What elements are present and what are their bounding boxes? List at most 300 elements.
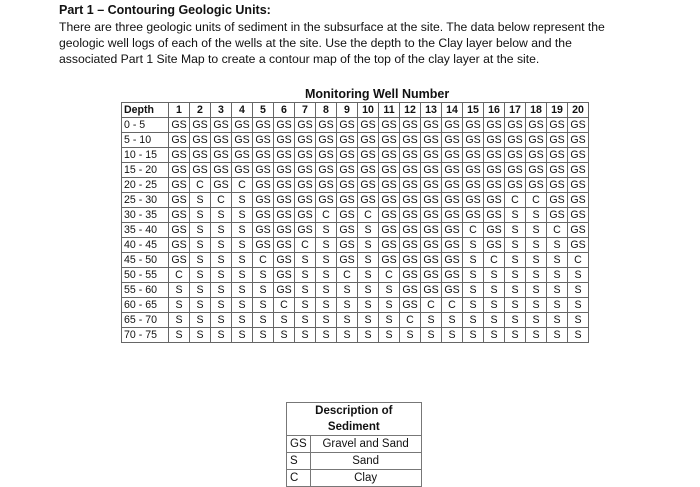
sediment-cell: S (211, 253, 232, 268)
sediment-cell: GS (379, 148, 400, 163)
depth-interval: 60 - 65 (122, 298, 169, 313)
table-row (122, 268, 589, 283)
sediment-cell: S (463, 238, 484, 253)
sediment-cell: S (295, 328, 316, 343)
sediment-cell: GS (568, 238, 589, 253)
header (59, 2, 689, 67)
table-row (122, 253, 589, 268)
sediment-cell: GS (400, 238, 421, 253)
sediment-cell: S (505, 223, 526, 238)
sediment-cell: GS (400, 223, 421, 238)
sediment-cell: GS (379, 223, 400, 238)
legend-header-row (287, 403, 422, 436)
sediment-cell: S (505, 268, 526, 283)
sediment-cell: S (463, 253, 484, 268)
table-row (122, 238, 589, 253)
sediment-cell: S (316, 283, 337, 298)
sediment-cell: GS (358, 193, 379, 208)
sediment-cell: GS (169, 208, 190, 223)
sediment-cell: GS (547, 163, 568, 178)
sediment-cell: C (442, 298, 463, 313)
sediment-cell: GS (568, 148, 589, 163)
sediment-cell: S (505, 283, 526, 298)
depth-header: Depth (122, 103, 169, 118)
well-number-header: 20 (568, 103, 589, 118)
sediment-cell: S (358, 328, 379, 343)
sediment-cell: GS (316, 193, 337, 208)
sediment-cell: GS (316, 118, 337, 133)
sediment-cell: S (547, 298, 568, 313)
sediment-cell: C (211, 193, 232, 208)
sediment-cell: GS (253, 238, 274, 253)
sediment-cell: C (169, 268, 190, 283)
sediment-cell: S (295, 283, 316, 298)
sediment-cell: S (295, 298, 316, 313)
sediment-cell: S (379, 328, 400, 343)
sediment-cell: GS (568, 193, 589, 208)
sediment-cell: GS (379, 163, 400, 178)
sediment-cell: GS (358, 118, 379, 133)
table-row (122, 118, 589, 133)
sediment-cell: S (442, 328, 463, 343)
sediment-cell: GS (442, 268, 463, 283)
sediment-cell: GS (442, 163, 463, 178)
sediment-cell: GS (211, 163, 232, 178)
sediment-cell: GS (400, 253, 421, 268)
sediment-cell: GS (400, 163, 421, 178)
sediment-cell: GS (421, 193, 442, 208)
sediment-cell: GS (274, 133, 295, 148)
sediment-cell: GS (568, 223, 589, 238)
sediment-cell: GS (421, 238, 442, 253)
sediment-cell: S (232, 313, 253, 328)
sediment-cell: S (526, 283, 547, 298)
sediment-cell: S (253, 313, 274, 328)
sediment-cell: S (379, 298, 400, 313)
sediment-cell: GS (484, 178, 505, 193)
depth-interval: 35 - 40 (122, 223, 169, 238)
sediment-cell: GS (295, 133, 316, 148)
sediment-cell: GS (568, 163, 589, 178)
sediment-cell: GS (169, 133, 190, 148)
sediment-cell: S (358, 223, 379, 238)
sediment-cell: S (358, 298, 379, 313)
sediment-cell: GS (379, 133, 400, 148)
legend-row (287, 436, 422, 453)
sediment-cell: GS (463, 163, 484, 178)
depth-interval: 20 - 25 (122, 178, 169, 193)
well-number-header: 12 (400, 103, 421, 118)
table-row (122, 298, 589, 313)
sediment-cell: S (463, 313, 484, 328)
sediment-cell: GS (442, 283, 463, 298)
sediment-cell: S (505, 253, 526, 268)
sediment-cell: S (484, 283, 505, 298)
sediment-cell: S (316, 268, 337, 283)
sediment-cell: S (358, 268, 379, 283)
sediment-cell: GS (547, 148, 568, 163)
table-row (122, 223, 589, 238)
sediment-cell: C (337, 268, 358, 283)
sediment-cell: GS (169, 148, 190, 163)
sediment-cell: S (505, 208, 526, 223)
sediment-cell: C (547, 223, 568, 238)
sediment-cell: S (547, 283, 568, 298)
sediment-cell: S (253, 298, 274, 313)
sediment-cell: GS (547, 118, 568, 133)
well-number-header: 15 (463, 103, 484, 118)
sediment-cell: S (232, 328, 253, 343)
sediment-cell: S (316, 328, 337, 343)
sediment-cell: S (337, 298, 358, 313)
sediment-cell: S (211, 328, 232, 343)
sediment-cell: S (232, 223, 253, 238)
sediment-cell: C (358, 208, 379, 223)
sediment-cell: C (295, 238, 316, 253)
sediment-cell: GS (274, 163, 295, 178)
sediment-cell: GS (505, 163, 526, 178)
sediment-cell: C (274, 298, 295, 313)
sediment-cell: GS (274, 283, 295, 298)
sediment-cell: GS (169, 238, 190, 253)
sediment-cell: S (463, 328, 484, 343)
sediment-cell: GS (253, 133, 274, 148)
sediment-cell: GS (379, 238, 400, 253)
sediment-cell: S (526, 313, 547, 328)
sediment-cell: S (295, 268, 316, 283)
well-number-header: 5 (253, 103, 274, 118)
sediment-cell: GS (337, 223, 358, 238)
sediment-cell: GS (274, 238, 295, 253)
well-log-table (121, 102, 589, 343)
sediment-cell: S (232, 208, 253, 223)
sediment-cell: GS (337, 193, 358, 208)
sediment-cell: GS (421, 268, 442, 283)
sediment-cell: GS (568, 133, 589, 148)
depth-interval: 70 - 75 (122, 328, 169, 343)
sediment-cell: C (316, 208, 337, 223)
sediment-cell: GS (547, 133, 568, 148)
sediment-cell: S (526, 268, 547, 283)
sediment-cell: GS (484, 223, 505, 238)
legend-description: Gravel and Sand (310, 436, 421, 453)
sediment-cell: S (484, 328, 505, 343)
sediment-cell: GS (463, 148, 484, 163)
sediment-cell: S (568, 328, 589, 343)
legend-code: S (287, 453, 311, 470)
sediment-cell: GS (337, 163, 358, 178)
sediment-cell: GS (379, 193, 400, 208)
table-row (122, 328, 589, 343)
sediment-cell: S (526, 298, 547, 313)
legend-title: Description of Sediment (287, 403, 422, 436)
depth-interval: 10 - 15 (122, 148, 169, 163)
depth-interval: 65 - 70 (122, 313, 169, 328)
table-header-row (122, 103, 589, 118)
sediment-cell: GS (421, 118, 442, 133)
sediment-cell: GS (274, 193, 295, 208)
sediment-cell: GS (400, 283, 421, 298)
sediment-cell: S (190, 193, 211, 208)
sediment-cell: C (421, 298, 442, 313)
sediment-cell: GS (337, 208, 358, 223)
sediment-cell: S (316, 223, 337, 238)
sediment-cell: GS (421, 148, 442, 163)
depth-interval: 55 - 60 (122, 283, 169, 298)
sediment-cell: GS (253, 178, 274, 193)
well-number-header: 4 (232, 103, 253, 118)
sediment-cell: GS (295, 193, 316, 208)
sediment-cell: GS (442, 118, 463, 133)
sediment-cell: GS (337, 118, 358, 133)
sediment-cell: GS (400, 208, 421, 223)
sediment-cell: S (526, 208, 547, 223)
sediment-cell: S (316, 253, 337, 268)
sediment-cell: GS (379, 208, 400, 223)
sediment-cell: S (358, 313, 379, 328)
legend-row (287, 470, 422, 487)
sediment-cell: S (421, 313, 442, 328)
table-row (122, 178, 589, 193)
sediment-cell: S (400, 328, 421, 343)
sediment-cell: GS (232, 118, 253, 133)
sediment-cell: GS (421, 253, 442, 268)
sediment-cell: GS (232, 148, 253, 163)
table-title: Monitoring Well Number (305, 87, 450, 101)
sediment-cell: GS (358, 133, 379, 148)
sediment-cell: GS (295, 118, 316, 133)
sediment-cell: S (232, 193, 253, 208)
table-row (122, 313, 589, 328)
sediment-cell: GS (400, 133, 421, 148)
sediment-cell: GS (295, 148, 316, 163)
sediment-cell: GS (421, 208, 442, 223)
sediment-cell: S (316, 313, 337, 328)
sediment-cell: S (505, 328, 526, 343)
sediment-cell: S (211, 298, 232, 313)
sediment-cell: GS (400, 193, 421, 208)
sediment-cell: GS (211, 118, 232, 133)
sediment-cell: S (484, 298, 505, 313)
legend-row (287, 453, 422, 470)
table-row (122, 283, 589, 298)
sediment-cell: GS (232, 163, 253, 178)
sediment-cell: S (211, 238, 232, 253)
sediment-cell: S (358, 283, 379, 298)
sediment-cell: S (211, 283, 232, 298)
sediment-cell: GS (274, 253, 295, 268)
sediment-cell: S (505, 238, 526, 253)
sediment-cell: S (484, 268, 505, 283)
sediment-cell: GS (442, 178, 463, 193)
sediment-cell: S (190, 283, 211, 298)
sediment-cell: GS (505, 178, 526, 193)
sediment-cell: GS (400, 148, 421, 163)
legend-code: GS (287, 436, 311, 453)
sediment-cell: S (505, 313, 526, 328)
well-number-header: 1 (169, 103, 190, 118)
sediment-cell: S (568, 298, 589, 313)
sediment-cell: GS (337, 238, 358, 253)
sediment-cell: GS (253, 118, 274, 133)
sediment-cell: C (526, 193, 547, 208)
well-number-header: 16 (484, 103, 505, 118)
sediment-cell: GS (211, 178, 232, 193)
sediment-cell: S (442, 313, 463, 328)
sediment-cell: S (379, 283, 400, 298)
depth-interval: 45 - 50 (122, 253, 169, 268)
sediment-cell: GS (568, 118, 589, 133)
table-row (122, 163, 589, 178)
sediment-cell: GS (274, 223, 295, 238)
sediment-cell: GS (421, 223, 442, 238)
sediment-cell: S (190, 268, 211, 283)
sediment-cell: C (568, 253, 589, 268)
sediment-cell: GS (274, 118, 295, 133)
well-number-header: 3 (211, 103, 232, 118)
sediment-cell: C (232, 178, 253, 193)
depth-interval: 40 - 45 (122, 238, 169, 253)
sediment-cell: S (211, 208, 232, 223)
sediment-cell: S (274, 328, 295, 343)
sediment-cell: GS (169, 178, 190, 193)
sediment-cell: S (295, 253, 316, 268)
sediment-cell: GS (337, 178, 358, 193)
sediment-cell: GS (190, 148, 211, 163)
sediment-cell: C (379, 268, 400, 283)
sediment-cell: S (526, 253, 547, 268)
legend-code: C (287, 470, 311, 487)
sediment-cell: S (274, 313, 295, 328)
sediment-cell: GS (211, 148, 232, 163)
well-number-header: 14 (442, 103, 463, 118)
sediment-cell: GS (484, 193, 505, 208)
sediment-cell: GS (463, 178, 484, 193)
sediment-cell: GS (295, 178, 316, 193)
legend-description: Clay (310, 470, 421, 487)
intro-line-1: There are three geologic units of sediment in the subsurface at the site. The data below represent the (59, 20, 605, 34)
sediment-cell: S (211, 268, 232, 283)
sediment-cell: GS (442, 253, 463, 268)
sediment-cell: GS (190, 133, 211, 148)
sediment-cell: GS (463, 118, 484, 133)
table-row (122, 193, 589, 208)
sediment-cell: S (463, 283, 484, 298)
sediment-cell: GS (232, 133, 253, 148)
sediment-cell: GS (190, 163, 211, 178)
sediment-cell: GS (484, 208, 505, 223)
part-title: Part 1 – Contouring Geologic Units: (59, 3, 271, 17)
sediment-cell: S (190, 208, 211, 223)
sediment-cell: S (190, 328, 211, 343)
depth-interval: 0 - 5 (122, 118, 169, 133)
sediment-cell: S (547, 238, 568, 253)
sediment-cell: S (190, 253, 211, 268)
sediment-cell: GS (526, 178, 547, 193)
sediment-cell: GS (379, 118, 400, 133)
sediment-cell: GS (421, 283, 442, 298)
sediment-cell: GS (442, 208, 463, 223)
sediment-cell: S (232, 283, 253, 298)
sediment-cell: GS (463, 208, 484, 223)
sediment-cell: S (337, 328, 358, 343)
sediment-cell: GS (169, 253, 190, 268)
sediment-cell: GS (568, 208, 589, 223)
well-number-header: 9 (337, 103, 358, 118)
sediment-cell: GS (358, 178, 379, 193)
sediment-cell: S (169, 328, 190, 343)
sediment-cell: C (190, 178, 211, 193)
sediment-cell: GS (526, 118, 547, 133)
sediment-cell: GS (442, 238, 463, 253)
sediment-cell: S (211, 313, 232, 328)
sediment-cell: GS (568, 178, 589, 193)
sediment-cell: S (253, 283, 274, 298)
sediment-cell: C (253, 253, 274, 268)
sediment-cell: GS (526, 163, 547, 178)
sediment-cell: S (379, 313, 400, 328)
sediment-cell: S (232, 268, 253, 283)
sediment-cell: C (463, 223, 484, 238)
sediment-cell: S (232, 298, 253, 313)
sediment-cell: C (505, 193, 526, 208)
sediment-cell: S (211, 223, 232, 238)
sediment-cell: S (463, 298, 484, 313)
sediment-cell: S (190, 223, 211, 238)
sediment-cell: S (568, 283, 589, 298)
sediment-cell: S (484, 313, 505, 328)
sediment-cell: S (526, 223, 547, 238)
sediment-cell: GS (274, 208, 295, 223)
sediment-cell: S (547, 253, 568, 268)
sediment-cell: GS (337, 148, 358, 163)
sediment-cell: GS (547, 208, 568, 223)
sediment-cell: GS (400, 298, 421, 313)
sediment-cell: S (547, 313, 568, 328)
well-number-header: 2 (190, 103, 211, 118)
sediment-cell: GS (484, 148, 505, 163)
sediment-cell: GS (547, 193, 568, 208)
well-number-header: 11 (379, 103, 400, 118)
sediment-cell: GS (253, 208, 274, 223)
sediment-cell: GS (421, 178, 442, 193)
sediment-cell: GS (337, 253, 358, 268)
sediment-cell: GS (463, 193, 484, 208)
sediment-cell: GS (274, 148, 295, 163)
table-row (122, 148, 589, 163)
sediment-cell: S (337, 283, 358, 298)
sediment-cell: GS (442, 193, 463, 208)
sediment-cell: GS (253, 163, 274, 178)
sediment-cell: GS (526, 148, 547, 163)
well-number-header: 19 (547, 103, 568, 118)
sediment-cell: GS (505, 148, 526, 163)
intro-line-3: associated Part 1 Site Map to create a contour map of the top of the clay layer at the site. (59, 52, 540, 66)
sediment-cell: GS (295, 223, 316, 238)
sediment-cell: GS (442, 133, 463, 148)
sediment-cell: S (568, 268, 589, 283)
sediment-cell: S (547, 268, 568, 283)
sediment-cell: GS (169, 193, 190, 208)
sediment-cell: GS (316, 163, 337, 178)
sediment-cell: S (526, 238, 547, 253)
well-number-header: 13 (421, 103, 442, 118)
intro-line-2: geologic well logs of each of the wells at the site. Use the depth to the Clay layer below and the (59, 36, 572, 50)
sediment-cell: S (232, 238, 253, 253)
legend-description: Sand (310, 453, 421, 470)
sediment-cell: S (190, 238, 211, 253)
sediment-cell: GS (484, 238, 505, 253)
